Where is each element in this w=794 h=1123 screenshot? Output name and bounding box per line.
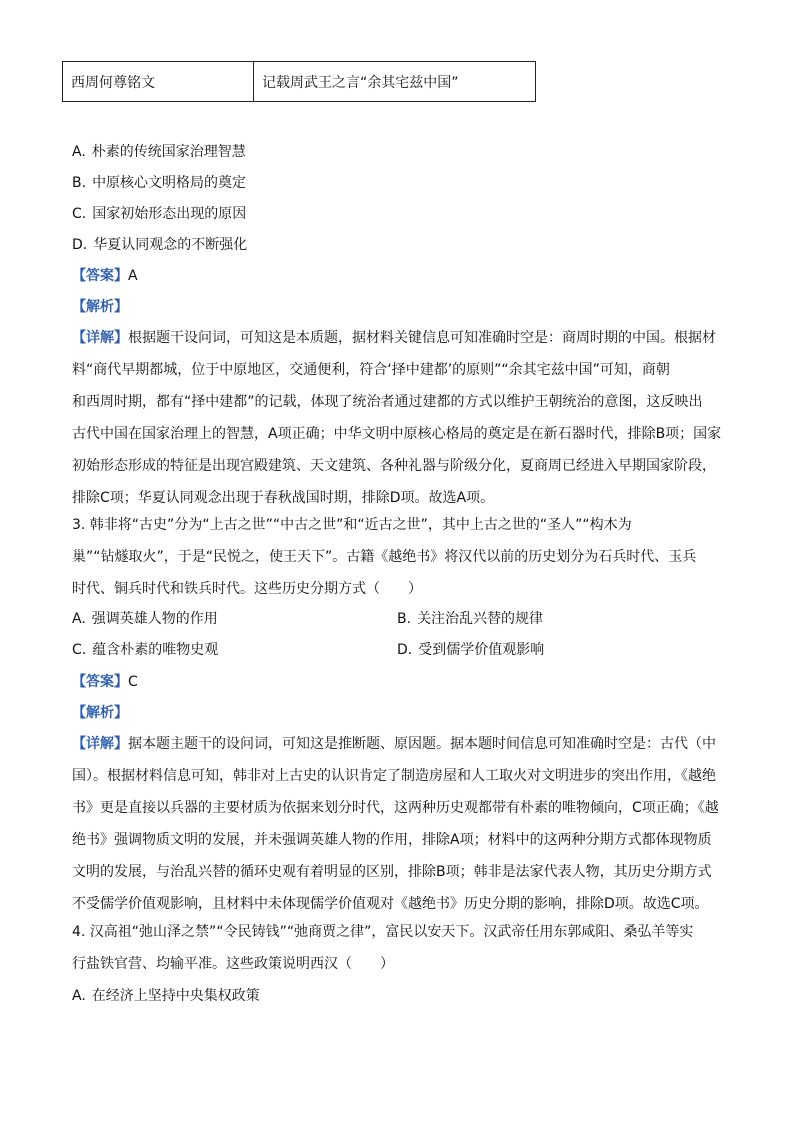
- q3-option-c: C. 蕴含朴素的唯物史观: [72, 642, 219, 658]
- q2-answer: 【答案】A: [72, 268, 138, 284]
- q3-analysis-heading: 【解析】: [72, 705, 128, 721]
- q3-option-d: D. 受到儒学价值观影响: [397, 642, 545, 658]
- q2-option-b: B. 中原核心文明格局的奠定: [72, 175, 247, 191]
- q3-answer: 【答案】C: [72, 674, 138, 690]
- table-cell-content: 记载周武王之言“余其宅兹中国”: [262, 74, 459, 91]
- q4-stem: 4. 汉高祖“弛山泽之禁”“令民铸钱”“弛商贾之律”，富民以安天下。汉武帝任用东郭咸阳、桑弘羊等实 行盐铁官营、均输平准。这些政策说明西汉（ ）: [72, 924, 694, 972]
- q2-option-d: D. 华夏认同观念的不断强化: [72, 237, 248, 253]
- source-table: [62, 61, 536, 102]
- q2-analysis-heading: 【解析】: [72, 299, 128, 315]
- q2-option-a: A. 朴素的传统国家治理智慧: [72, 144, 246, 160]
- q3-stem: 3. 韩非将“古史”分为“上古之世”“中古之世”和“近古之世”，其中上古之世的“圣人”“构木为 巢”“钻燧取火”，于是“民悦之，使王天下”。古籍《越绝书》将汉代以前的历史划分为石兵时代、玉兵 时代、铜兵时代和铁兵时代。这些历史分期方式（ ）: [72, 517, 697, 597]
- q3-detail: 【详解】据本题主题干的设问词，可知这是推断题、原因题。据本题时间信息可知准确时空是：古代（中 国）。根据材料信息可知，韩非对上古史的认识肯定了制造房屋和人工取火对文明进步的突出作用，《越绝 书》更是直接以兵器的主要材质为依据来划分时代，这两种历史观都带有朴素的唯物倾向，C项正确；《越 绝书》强调物质文明的发展，并未强调英雄人物的作用，排除A项；材料中的这两种分期方式都体现物质 文明的发展，与治乱兴替的循环史观有着明显的区别，排除B项；韩非是法家代表人物，其历史分期方式 不受儒学价值观影响，且材料中未体现儒学价值观对《越绝书》历史分期的影响，排除D项。故选C项。: [72, 736, 719, 912]
- table-cell-source: 西周何尊铭文: [63, 62, 254, 101]
- q2-option-c: C. 国家初始形态出现的原因: [72, 206, 247, 222]
- q3-option-b: B. 关注治乱兴替的规律: [397, 611, 544, 627]
- q2-detail: 【详解】根据题干设问词，可知这是本质题，据材料关键信息可知准确时空是：商周时期的中国。根据材 料“商代早期都城，位于中原地区，交通便利，符合‘择中建都’的原则”“余其宅兹中国”可知，商朝 和西周时期，都有“择中建都”的记载，体现了统治者通过建都的方式以维护王朝统治的意图，这反映出 古代中国在国家治理上的智慧，A项正确；中华文明中原核心格局的奠定是在新石器时代，排除B项；国家 初始形态形成的特征是出现宫殿建筑、天文建筑、各种礼器与阶级分化，夏商周已经进入早期国家阶段， 排除C项；华夏认同观念出现于春秋战国时期，排除D项。故选A项。: [72, 330, 722, 506]
- q3-option-a: A. 强调英雄人物的作用: [72, 611, 218, 627]
- q4-option-a: A. 在经济上坚持中央集权政策: [72, 988, 260, 1004]
